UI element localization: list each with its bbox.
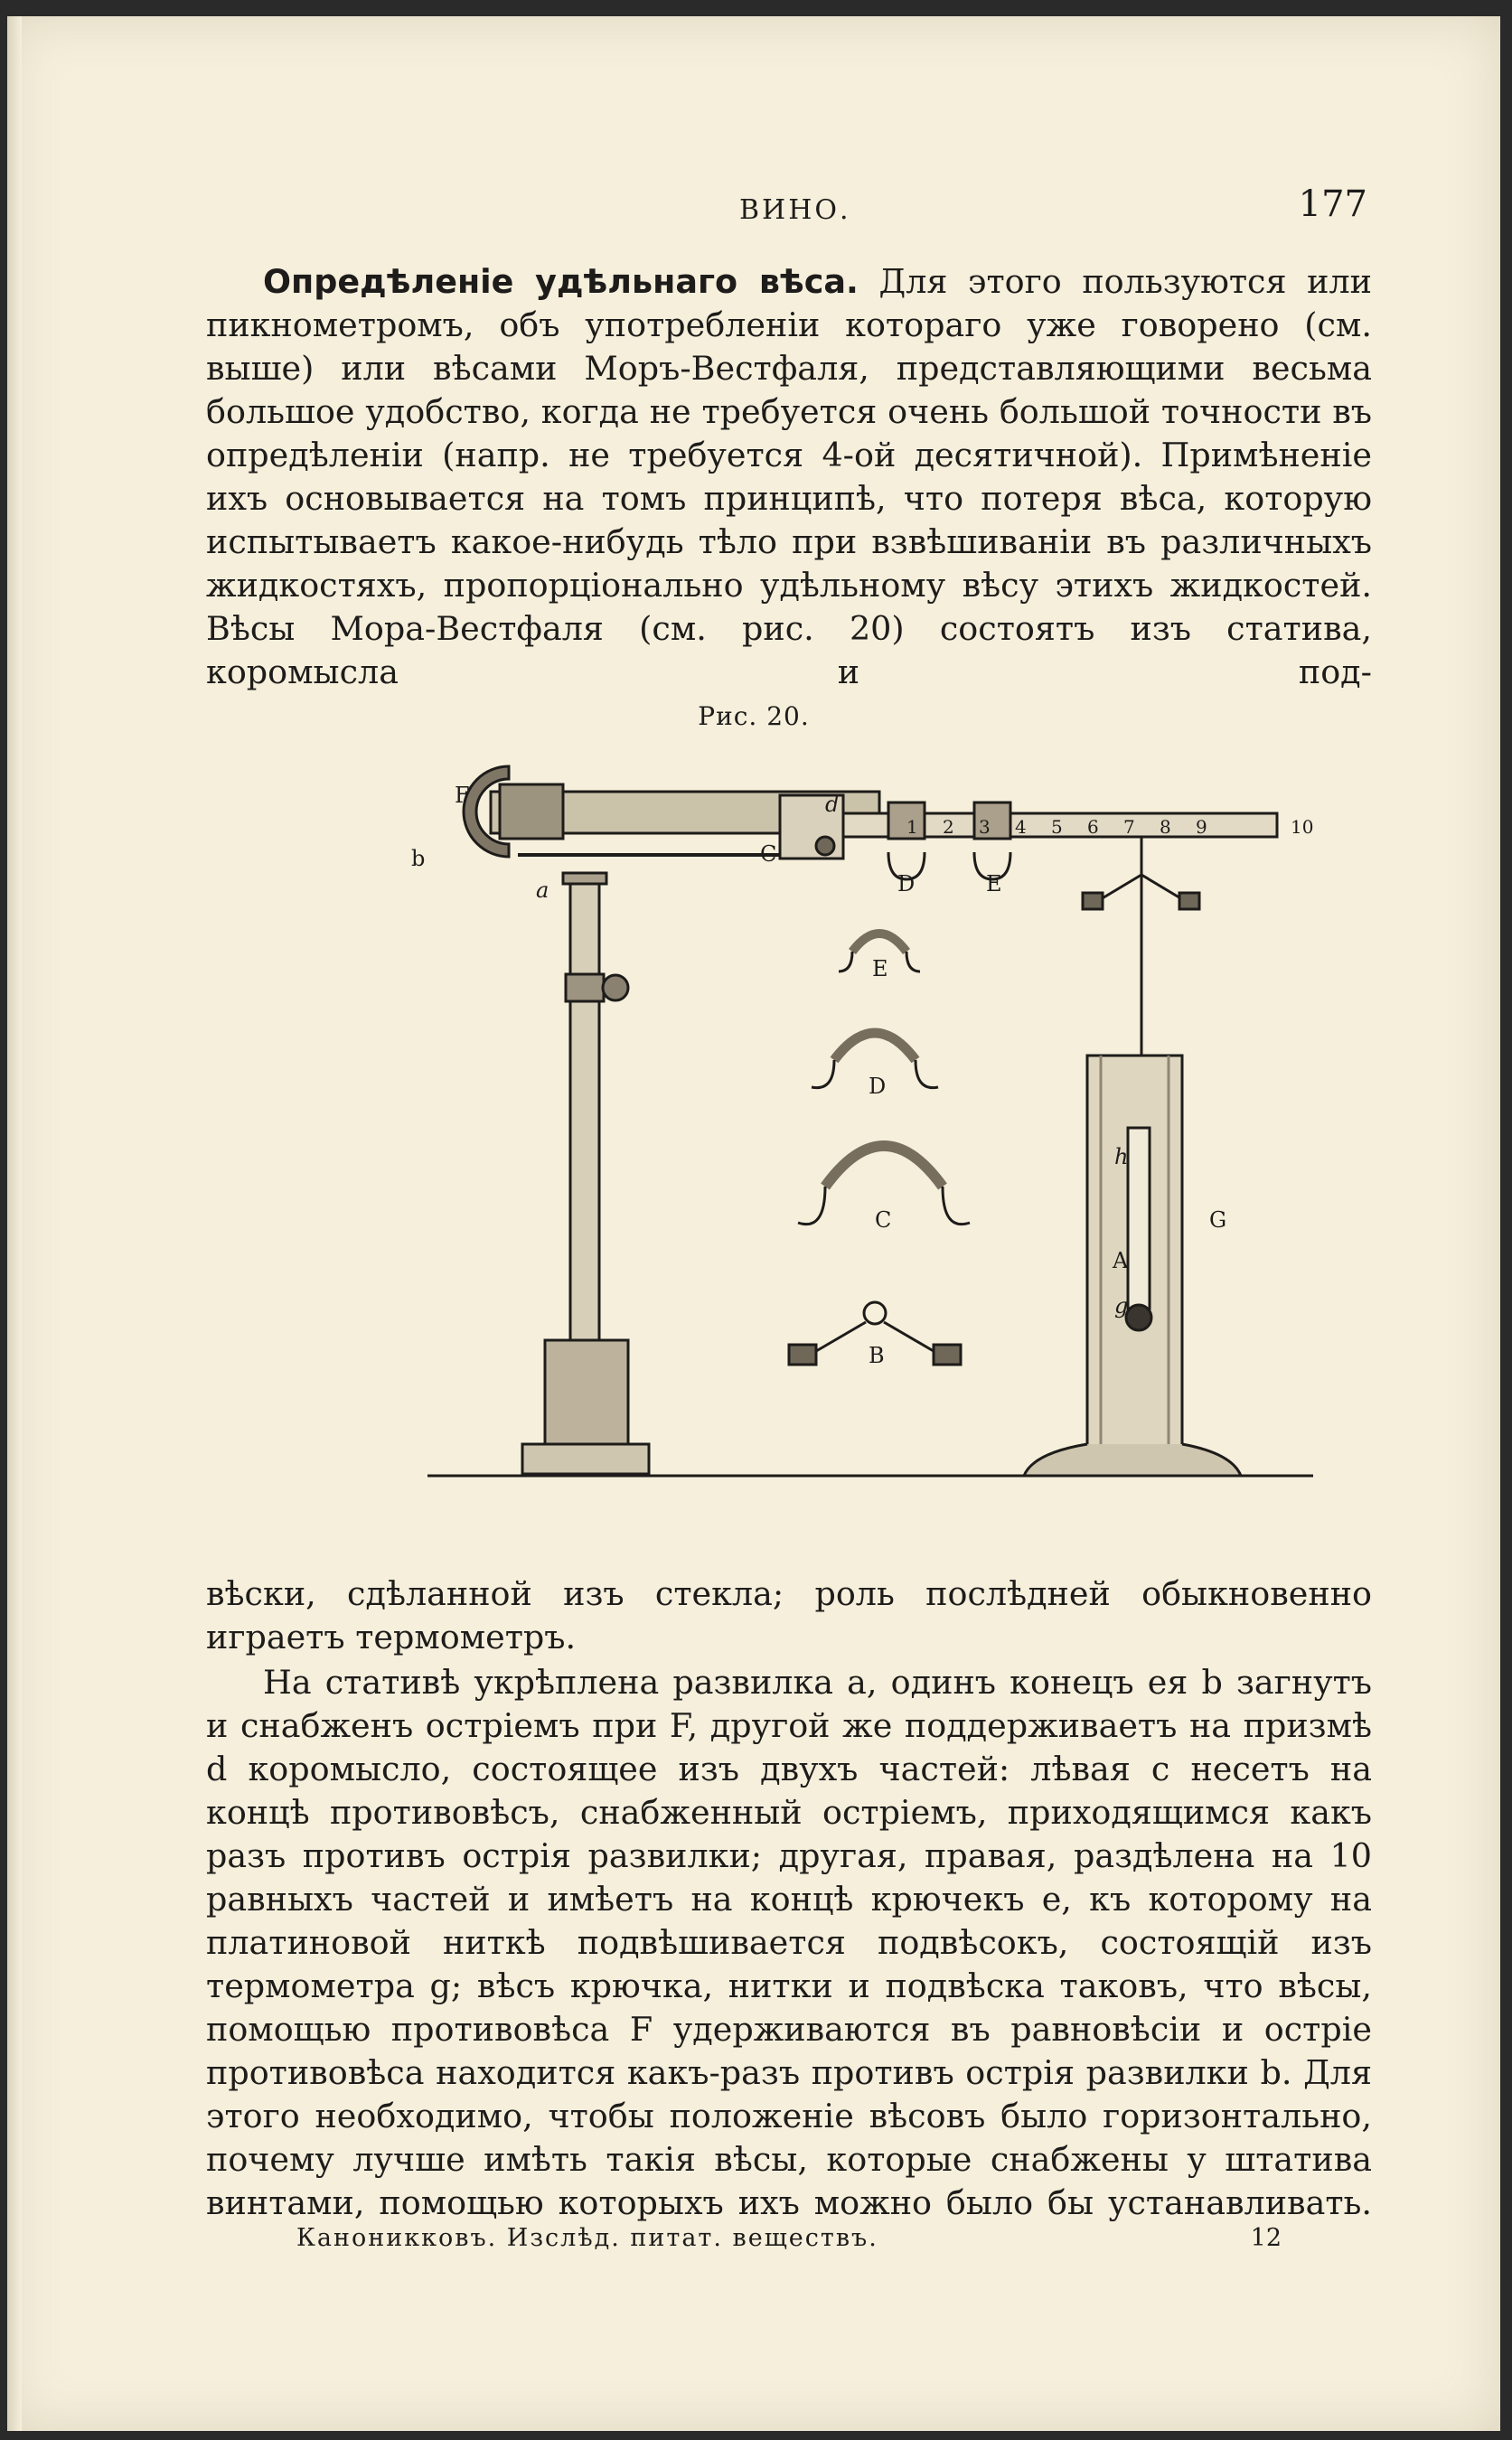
- label-h: h: [1114, 1144, 1129, 1169]
- label-f: F: [455, 783, 470, 808]
- glass-cylinder: [1024, 1056, 1241, 1476]
- page-number: 177: [1298, 183, 1367, 225]
- label-ten: 10: [1291, 816, 1314, 838]
- label-D: D: [897, 871, 916, 896]
- paragraph-text: Для этого пользуются или пикнометромъ, объ употребленіи котораго уже говорено (см. выше) или вѣсами Моръ-Вестфаля, представляющими весьма большое удобство, когда не требуется очень большой точности въ опредѣленіи (напр. не требуется 4-ой десятичной). Примѣненіе ихъ основывается на томъ принципѣ, что потеря вѣса, которую испытываетъ какое-нибудь тѣло при взвѣшиваніи въ различныхъ жидкостяхъ, пропорціонально удѣльному вѣсу этихъ жидкостей. Вѣсы Мора-Вестфаля (см. рис. 20) состоятъ изъ статива, коромысла и под-: [206, 262, 1372, 691]
- label-d: d: [825, 792, 840, 817]
- footer-signature: Каноникковъ. Изслѣд. питат. веществъ.: [296, 2224, 878, 2252]
- book-page: [7, 16, 1500, 2431]
- sheet-number: 12: [1250, 2224, 1282, 2252]
- page-gutter-shadow: [7, 16, 22, 2431]
- mohr-westphal-balance-figure: [400, 739, 1340, 1489]
- label-b: b: [411, 846, 426, 871]
- page-header: [202, 183, 1367, 229]
- label-A: A: [1113, 1248, 1129, 1273]
- paragraph-specific-gravity: [206, 260, 1372, 694]
- label-g: g: [1114, 1293, 1129, 1319]
- paragraph-continuation: [206, 1572, 1372, 1659]
- stand: [522, 873, 649, 1474]
- label-E: E: [986, 871, 1002, 896]
- label-c: C: [760, 841, 777, 867]
- paragraph-lead: Опредѣленіе удѣльнаго вѣса.: [263, 262, 859, 301]
- hanger: [1083, 837, 1199, 1056]
- scale-digit: 5: [1051, 816, 1063, 838]
- label-cylinder-g: G: [1209, 1207, 1227, 1233]
- scale-digit: 4: [1015, 816, 1027, 838]
- label-rider-b: B: [869, 1343, 885, 1368]
- scale-digit: 6: [1087, 816, 1099, 838]
- scale-digit: 7: [1123, 816, 1135, 838]
- page-footer: [296, 2224, 1282, 2252]
- label-rider-d: D: [869, 1074, 887, 1099]
- beam-scale: [906, 816, 1207, 838]
- label-rider-e: E: [872, 956, 888, 981]
- scale-digit: 8: [1160, 816, 1171, 838]
- paragraph-description: [206, 1661, 1372, 2225]
- paragraph-text: На стативѣ укрѣплена развилка a, одинъ конецъ ея b загнутъ и снабженъ остріемъ при F, другой же поддерживаетъ на призмѣ d коромысло, состоящее изъ двухъ частей: лѣвая c несетъ на концѣ противовѣсъ, снабженный остріемъ, приходящимся какъ разъ противъ острія развилки; другая, правая, раздѣлена на 10 равныхъ частей и имѣетъ на концѣ крючекъ e, къ которому на платиновой ниткѣ подвѣшивается подвѣсокъ, состоящій изъ термометра g; вѣсъ крючка, нитки и подвѣска таковъ, что вѣсы, помощью противовѣса F удерживаются въ равновѣсіи и остріе противовѣса находится какъ-разъ противъ острія развилки b. Для этого необходимо, чтобы положеніе вѣсовъ было горизонтально, почему лучше имѣть такія вѣсы, которые снабжены у штатива винтами, помощью которыхъ ихъ можно было бы устанавливать.: [206, 1663, 1372, 2222]
- paragraph-text: вѣски, сдѣланной изъ стекла; роль послѣдней обыкновенно играетъ термометръ.: [206, 1574, 1372, 1656]
- scale-digit: 2: [943, 816, 954, 838]
- scale-digit: 3: [979, 816, 991, 838]
- running-title: ВИНО.: [739, 194, 851, 226]
- scale-digit: 1: [906, 816, 918, 838]
- label-a: a: [536, 877, 549, 903]
- figure-caption: Рис. 20.: [698, 701, 810, 731]
- label-rider-c: C: [875, 1207, 892, 1233]
- beam: [464, 766, 1277, 879]
- scale-digit: 9: [1196, 816, 1207, 838]
